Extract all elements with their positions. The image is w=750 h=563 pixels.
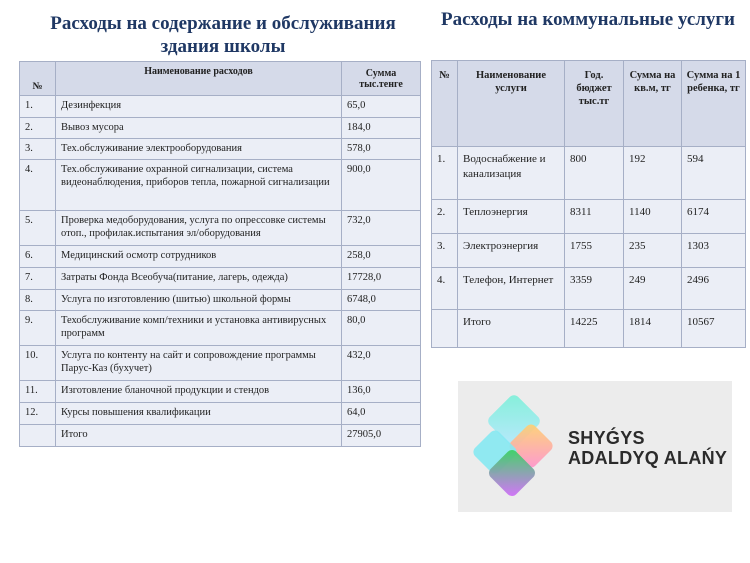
- logo: [458, 381, 732, 512]
- cell-per-child: 1303: [682, 234, 746, 268]
- cell-name: Изготовление бланочной продукции и стендов: [56, 380, 342, 402]
- table-row: [432, 234, 746, 268]
- header-name: Наименование расходов: [56, 62, 342, 96]
- cell-name: Медицинский осмотр сотрудников: [56, 245, 342, 267]
- cell-sum: 64,0: [342, 402, 421, 424]
- cell-num: 1.: [432, 147, 458, 200]
- cell-num: 3.: [20, 138, 56, 159]
- cell-sum: 578,0: [342, 138, 421, 159]
- table-row: [20, 210, 421, 245]
- cell-num: 4.: [432, 268, 458, 310]
- header-budget: Год. бюджет тыс.тг: [565, 61, 624, 147]
- table-row: [20, 380, 421, 402]
- cell-name: Водоснабжение и канализация: [458, 147, 565, 200]
- cell-name: Затраты Фонда Всеобуча(питание, лагерь, одежда): [56, 267, 342, 289]
- table-header-row: [432, 61, 746, 147]
- table-row: [20, 345, 421, 380]
- cell-num: 12.: [20, 402, 56, 424]
- cell-num: 6.: [20, 245, 56, 267]
- cell-name: Услуга по контенту на сайт и сопровождение программы Парус-Каз (бухучет): [56, 345, 342, 380]
- table-row: [20, 96, 421, 118]
- cell-num: 7.: [20, 267, 56, 289]
- cell-per-child: 594: [682, 147, 746, 200]
- table-row: [432, 200, 746, 234]
- logo-line-1: SHYǴYS: [568, 428, 645, 448]
- header-per-m2: Сумма на кв.м, тг: [624, 61, 682, 147]
- header-name: Наименование услуги: [458, 61, 565, 147]
- cell-sum: 732,0: [342, 210, 421, 245]
- cell-budget: 1755: [565, 234, 624, 268]
- cell-num: 4.: [20, 159, 56, 210]
- cell-per-m2: 249: [624, 268, 682, 310]
- cell-name: Электроэнергия: [458, 234, 565, 268]
- cell-budget: 8311: [565, 200, 624, 234]
- cell-name: Итого: [458, 310, 565, 348]
- cell-sum: 65,0: [342, 96, 421, 118]
- cell-per-child: 6174: [682, 200, 746, 234]
- cell-name: Вывоз мусора: [56, 118, 342, 139]
- table-row: [20, 424, 421, 446]
- table-row: [20, 289, 421, 310]
- table-row: [20, 267, 421, 289]
- cell-per-child: 10567: [682, 310, 746, 348]
- cell-per-m2: 192: [624, 147, 682, 200]
- cell-name: Теплоэнергия: [458, 200, 565, 234]
- cell-name: Тех.обслуживание электрооборудования: [56, 138, 342, 159]
- logo-wordmark: [568, 428, 727, 468]
- cell-sum: 6748,0: [342, 289, 421, 310]
- cell-per-child: 2496: [682, 268, 746, 310]
- table-row: [432, 147, 746, 200]
- cell-name: Тех.обслуживание охранной сигнализации, система видеонаблюдения, приборов тепла, пожарной сигнализации: [56, 159, 342, 210]
- cell-per-m2: 1814: [624, 310, 682, 348]
- cell-num: 3.: [432, 234, 458, 268]
- header-num: №: [20, 62, 56, 96]
- cell-num: [20, 424, 56, 446]
- cell-budget: 800: [565, 147, 624, 200]
- cell-budget: 3359: [565, 268, 624, 310]
- cell-sum: 184,0: [342, 118, 421, 139]
- cell-num: 10.: [20, 345, 56, 380]
- header-per-child: Сумма на 1 ребенка, тг: [682, 61, 746, 147]
- cell-name: Итого: [56, 424, 342, 446]
- cell-sum: 258,0: [342, 245, 421, 267]
- table-row: [20, 159, 421, 210]
- logo-line-2: ADALDYQ ALAŃY: [568, 448, 728, 469]
- table-row: [432, 310, 746, 348]
- cell-num: 2.: [432, 200, 458, 234]
- school-expenses-title: Расходы на содержание и обслуживания здания школы: [50, 13, 396, 58]
- cell-sum: 136,0: [342, 380, 421, 402]
- table-row: [432, 268, 746, 310]
- utilities-table: [431, 60, 746, 348]
- table-row: [20, 245, 421, 267]
- header-sum: Сумма тыс.тенге: [342, 62, 421, 96]
- school-expenses-table: [19, 61, 421, 447]
- cell-name: Проверка медоборудования, услуга по опрессовке системы отоп., профилак.испытания эл/оборудования: [56, 210, 342, 245]
- cell-num: 11.: [20, 380, 56, 402]
- table-row: [20, 402, 421, 424]
- cell-sum: 80,0: [342, 310, 421, 345]
- cell-num: 8.: [20, 289, 56, 310]
- cell-num: 2.: [20, 118, 56, 139]
- cell-num: [432, 310, 458, 348]
- cell-name: Техобслуживание комп/техники и установка антивирусных программ: [56, 310, 342, 345]
- cell-budget: 14225: [565, 310, 624, 348]
- cell-name: Курсы повышения квалификации: [56, 402, 342, 424]
- cell-sum: 27905,0: [342, 424, 421, 446]
- table-row: [20, 138, 421, 159]
- table-row: [20, 118, 421, 139]
- cell-per-m2: 1140: [624, 200, 682, 234]
- header-num: №: [432, 61, 458, 147]
- table-row: [20, 310, 421, 345]
- cell-num: 9.: [20, 310, 56, 345]
- cell-name: Дезинфекция: [56, 96, 342, 118]
- cell-sum: 17728,0: [342, 267, 421, 289]
- cell-sum: 900,0: [342, 159, 421, 210]
- logo-mark-icon: [468, 395, 564, 499]
- cell-name: Телефон, Интернет: [458, 268, 565, 310]
- cell-num: 1.: [20, 96, 56, 118]
- table-header-row: [20, 62, 421, 96]
- cell-num: 5.: [20, 210, 56, 245]
- cell-sum: 432,0: [342, 345, 421, 380]
- cell-per-m2: 235: [624, 234, 682, 268]
- cell-name: Услуга по изготовлению (шитью) школьной формы: [56, 289, 342, 310]
- utilities-expenses-title: Расходы на коммунальные услуги: [441, 9, 735, 30]
